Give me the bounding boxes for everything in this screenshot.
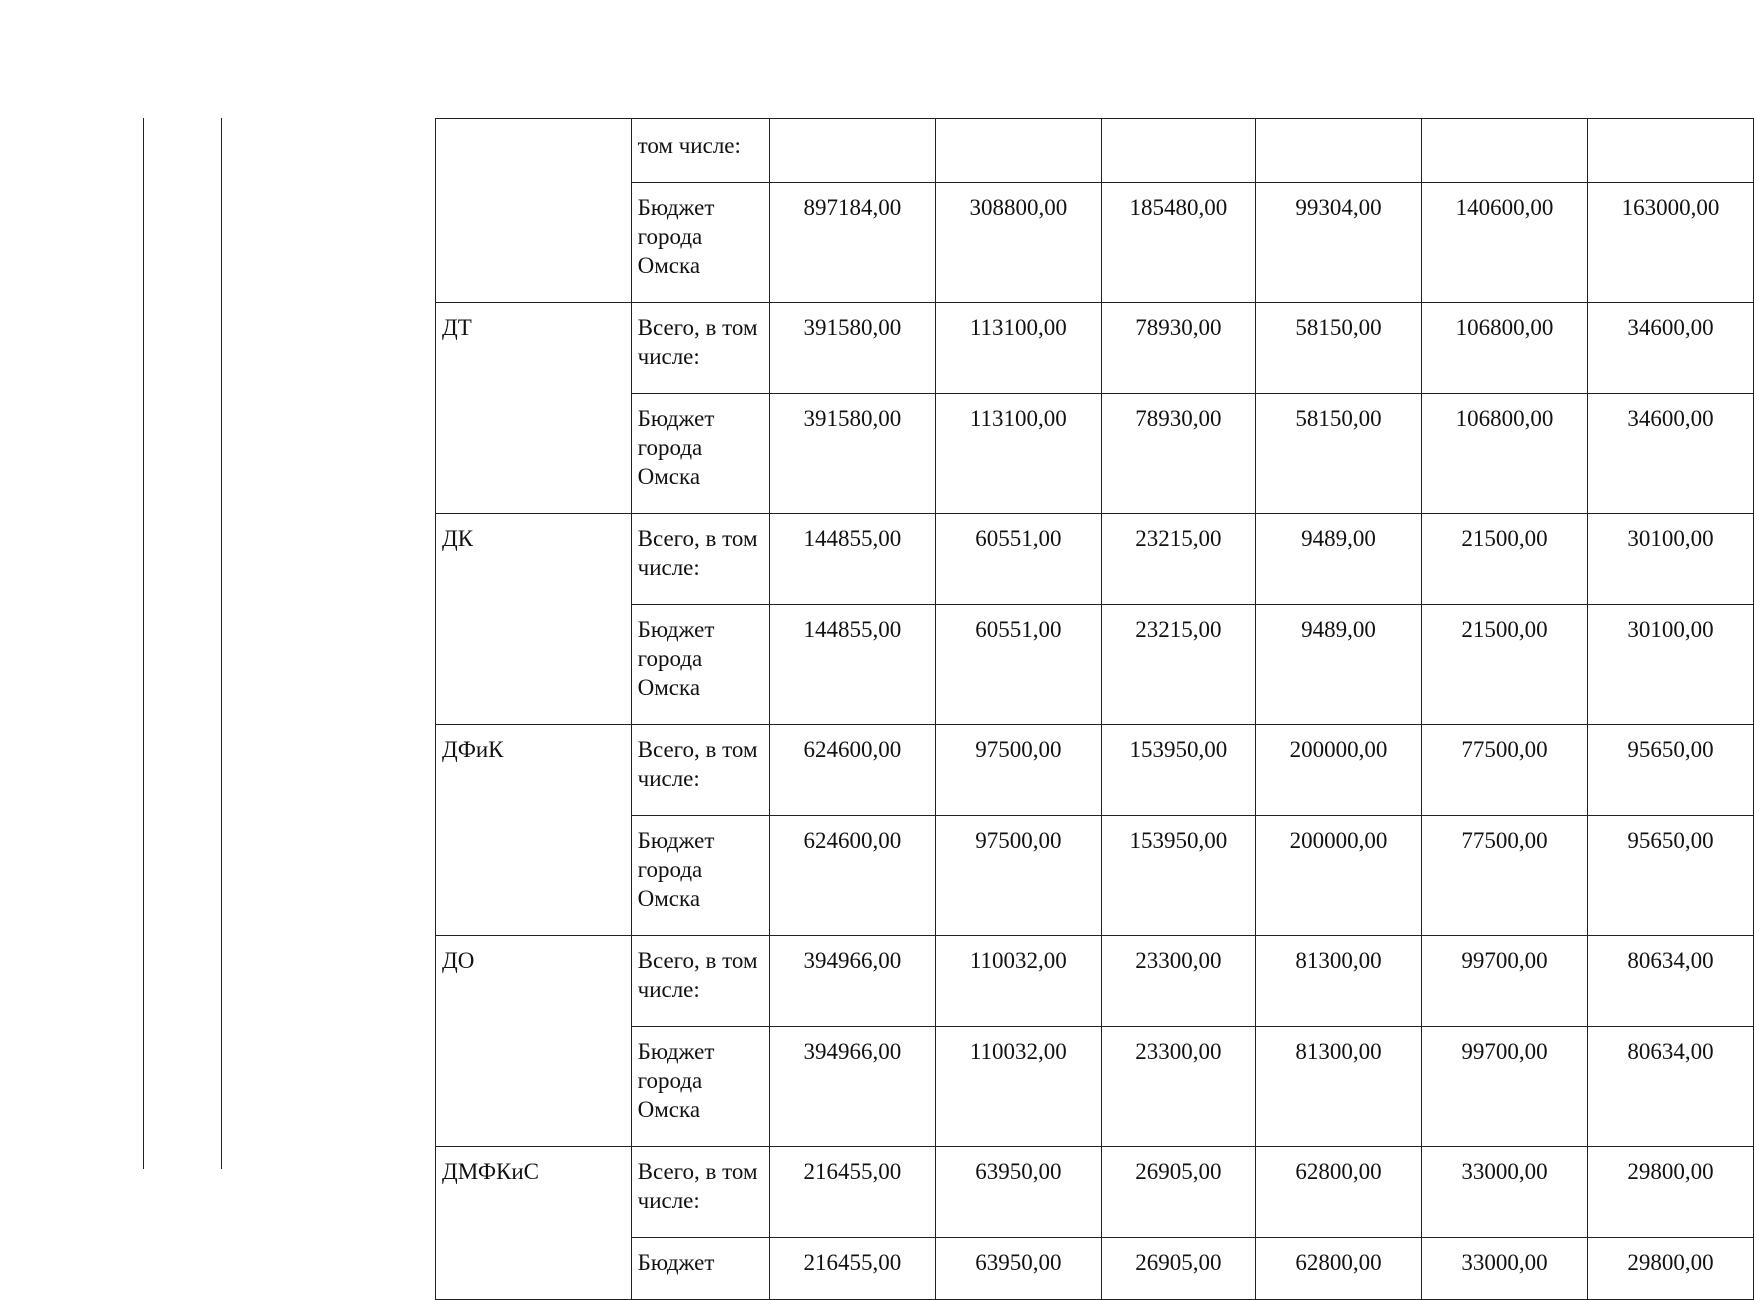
value-cell (1255, 119, 1421, 183)
left-margin-rule-1 (143, 118, 144, 1169)
value-cell: 63950,00 (935, 1147, 1101, 1238)
value-cell: 34600,00 (1587, 394, 1753, 514)
value-cell: 9489,00 (1255, 514, 1421, 605)
value-cell: 106800,00 (1421, 394, 1587, 514)
value-cell: 140600,00 (1421, 183, 1587, 303)
table-row-dmfkis-total (436, 1147, 1754, 1238)
value-cell: 62800,00 (1255, 1238, 1421, 1300)
value-cell: 99700,00 (1421, 1027, 1587, 1147)
source-cell: Всего, в том числе: (631, 1147, 769, 1238)
value-cell: 391580,00 (769, 394, 935, 514)
value-cell: 95650,00 (1587, 816, 1753, 936)
value-cell: 30100,00 (1587, 605, 1753, 725)
table-row-do-budget (436, 1027, 1754, 1147)
dept-name-cell: ДМФКиС (436, 1147, 632, 1300)
value-cell: 81300,00 (1255, 936, 1421, 1027)
source-cell: Бюджет города Омска (631, 816, 769, 936)
value-cell (1587, 119, 1753, 183)
value-cell: 58150,00 (1255, 303, 1421, 394)
value-cell: 110032,00 (935, 1027, 1101, 1147)
value-cell: 58150,00 (1255, 394, 1421, 514)
value-cell: 113100,00 (935, 394, 1101, 514)
value-cell: 97500,00 (935, 725, 1101, 816)
table-row-dk-total (436, 514, 1754, 605)
value-cell: 26905,00 (1101, 1147, 1255, 1238)
value-cell: 394966,00 (769, 936, 935, 1027)
value-cell: 897184,00 (769, 183, 935, 303)
value-cell: 81300,00 (1255, 1027, 1421, 1147)
value-cell (935, 119, 1101, 183)
value-cell: 63950,00 (935, 1238, 1101, 1300)
value-cell: 394966,00 (769, 1027, 935, 1147)
value-cell: 21500,00 (1421, 514, 1587, 605)
source-cell: Бюджет города Омска (631, 1027, 769, 1147)
value-cell: 308800,00 (935, 183, 1101, 303)
value-cell: 80634,00 (1587, 1027, 1753, 1147)
source-cell: Всего, в том числе: (631, 514, 769, 605)
value-cell: 30100,00 (1587, 514, 1753, 605)
value-cell: 60551,00 (935, 514, 1101, 605)
value-cell: 29800,00 (1587, 1238, 1753, 1300)
dept-name-cell: ДТ (436, 303, 632, 514)
value-cell: 624600,00 (769, 816, 935, 936)
table-row-dt-budget (436, 394, 1754, 514)
table-row-dk-budget (436, 605, 1754, 725)
dept-cell-continuation (436, 119, 632, 303)
source-cell: Всего, в том числе: (631, 725, 769, 816)
source-cell: Бюджет города Омска (631, 605, 769, 725)
value-cell: 80634,00 (1587, 936, 1753, 1027)
value-cell: 78930,00 (1101, 394, 1255, 514)
value-cell: 97500,00 (935, 816, 1101, 936)
table-row-dt-total (436, 303, 1754, 394)
table-row-continuation-total (436, 119, 1754, 183)
left-margin-rule-2 (221, 118, 222, 1169)
value-cell: 33000,00 (1421, 1147, 1587, 1238)
value-cell: 60551,00 (935, 605, 1101, 725)
value-cell: 163000,00 (1587, 183, 1753, 303)
value-cell: 29800,00 (1587, 1147, 1753, 1238)
value-cell: 95650,00 (1587, 725, 1753, 816)
value-cell: 216455,00 (769, 1147, 935, 1238)
source-cell: Всего, в том числе: (631, 936, 769, 1027)
dept-name-cell: ДФиК (436, 725, 632, 936)
table-row-dfik-total (436, 725, 1754, 816)
value-cell: 33000,00 (1421, 1238, 1587, 1300)
value-cell: 144855,00 (769, 605, 935, 725)
value-cell: 99304,00 (1255, 183, 1421, 303)
value-cell: 34600,00 (1587, 303, 1753, 394)
value-cell: 106800,00 (1421, 303, 1587, 394)
value-cell: 391580,00 (769, 303, 935, 394)
value-cell: 77500,00 (1421, 816, 1587, 936)
table-row-dmfkis-budget (436, 1238, 1754, 1300)
value-cell: 23300,00 (1101, 1027, 1255, 1147)
value-cell: 62800,00 (1255, 1147, 1421, 1238)
value-cell: 185480,00 (1101, 183, 1255, 303)
table-row-dfik-budget (436, 816, 1754, 936)
source-cell: Бюджет города Омска (631, 183, 769, 303)
value-cell (1421, 119, 1587, 183)
source-cell: Бюджет города Омска (631, 394, 769, 514)
budget-table (435, 118, 1754, 1300)
value-cell: 23215,00 (1101, 514, 1255, 605)
value-cell: 23300,00 (1101, 936, 1255, 1027)
value-cell: 99700,00 (1421, 936, 1587, 1027)
value-cell: 144855,00 (769, 514, 935, 605)
dept-name-cell: ДО (436, 936, 632, 1147)
value-cell: 624600,00 (769, 725, 935, 816)
value-cell: 21500,00 (1421, 605, 1587, 725)
value-cell: 200000,00 (1255, 816, 1421, 936)
value-cell: 26905,00 (1101, 1238, 1255, 1300)
dept-name-cell: ДК (436, 514, 632, 725)
value-cell: 153950,00 (1101, 725, 1255, 816)
value-cell: 216455,00 (769, 1238, 935, 1300)
table-row-continuation-budget (436, 183, 1754, 303)
source-cell: Бюджет (631, 1238, 769, 1300)
value-cell: 9489,00 (1255, 605, 1421, 725)
value-cell: 78930,00 (1101, 303, 1255, 394)
value-cell: 77500,00 (1421, 725, 1587, 816)
value-cell (1101, 119, 1255, 183)
source-cell: том числе: (631, 119, 769, 183)
value-cell: 23215,00 (1101, 605, 1255, 725)
value-cell: 113100,00 (935, 303, 1101, 394)
value-cell: 153950,00 (1101, 816, 1255, 936)
value-cell: 110032,00 (935, 936, 1101, 1027)
value-cell (769, 119, 935, 183)
source-cell: Всего, в том числе: (631, 303, 769, 394)
value-cell: 200000,00 (1255, 725, 1421, 816)
table-row-do-total (436, 936, 1754, 1027)
